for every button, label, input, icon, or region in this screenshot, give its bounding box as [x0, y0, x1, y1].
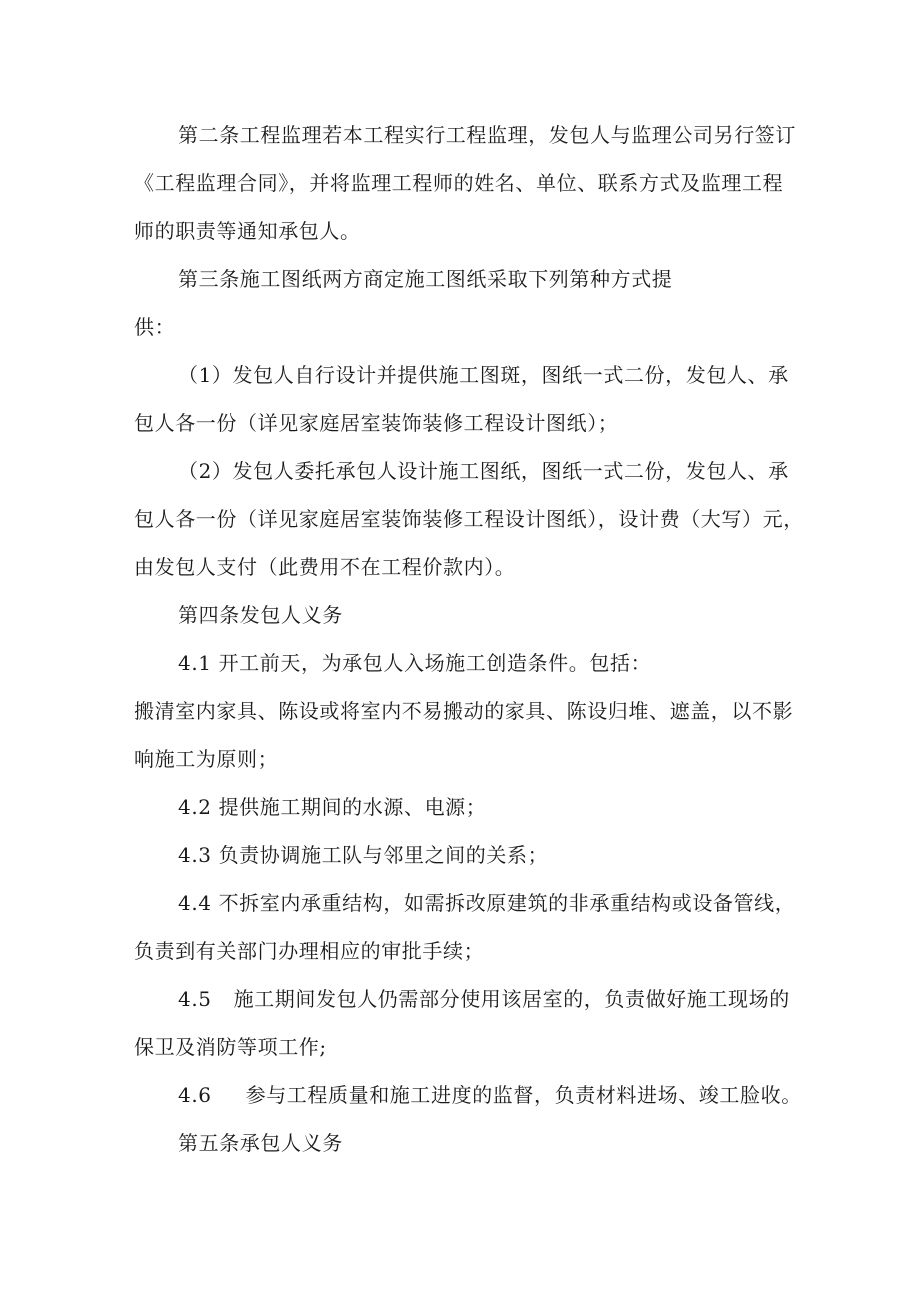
article-3-line-2: 供：	[134, 315, 176, 339]
option-2-line-2: 包人各一份（详见家庭居室装饰装修工程设计图纸），设计费（大写）元，	[134, 507, 804, 531]
item-4-1-line-2: 搬清室内家具、陈设或将室内不易搬动的家具、陈设归堆、遮盖，以不影	[134, 699, 794, 723]
article-5-heading: 第五条承包人义务	[178, 1131, 343, 1155]
item-4-6-text: 参与工程质量和施工进度的监督，负责材料进场、竣工脸收。	[245, 1083, 802, 1107]
item-4-2: 4.2 提供施工期间的水源、电源；	[178, 795, 487, 819]
option-2-line-3: 由发包人支付（此费用不在工程价款内）。	[134, 555, 516, 579]
item-4-4-line-1: 4.4 不拆室内承重结构，如需拆改原建筑的非承重结构或设备管线，	[178, 891, 796, 915]
article-3-line-1: 第三条施工图纸两方商定施工图纸采取下列第种方式提	[178, 267, 673, 291]
item-4-5-text: 施工期间发包人仍需部分使用该居室的，负责做好施工现场的	[233, 987, 790, 1011]
item-4-1-line-3: 响施工为原则；	[134, 747, 279, 771]
item-4-6-line-1	[178, 1081, 802, 1109]
item-4-3: 4.3 负责协调施工队与邻里之间的关系；	[178, 843, 549, 867]
option-1-line-2: 包人各一份（详见家庭居室装饰装修工程设计图纸）；	[134, 411, 619, 435]
article-2-line-1: 第二条工程监理若本工程实行工程监理，发包人与监理公司另行签订	[178, 123, 796, 147]
article-2-line-3: 师的职责等通知承包人。	[134, 219, 361, 243]
item-4-5-line-1	[178, 985, 790, 1013]
item-4-5-line-2: 保卫及消防等项工作;	[134, 1035, 327, 1059]
option-2-line-1: （2）发包人委托承包人设计施工图纸，图纸一式二份，发包人、承	[178, 459, 789, 483]
article-4-heading: 第四条发包人义务	[178, 603, 343, 627]
item-4-5-number: 4.5	[178, 987, 212, 1011]
article-2-line-2: 《工程监理合同》，并将监理工程师的姓名、单位、联系方式及监理工程	[134, 171, 784, 195]
option-1-line-1: （1）发包人自行设计并提供施工图斑，图纸一式二份，发包人、承	[178, 363, 789, 387]
item-4-1-line-1: 4.1 开工前天，为承包人入场施工创造条件。包括：	[178, 651, 652, 675]
item-4-4-line-2: 负责到有关部门办理相应的审批手续；	[134, 939, 485, 963]
item-4-6-number: 4.6	[178, 1083, 212, 1107]
